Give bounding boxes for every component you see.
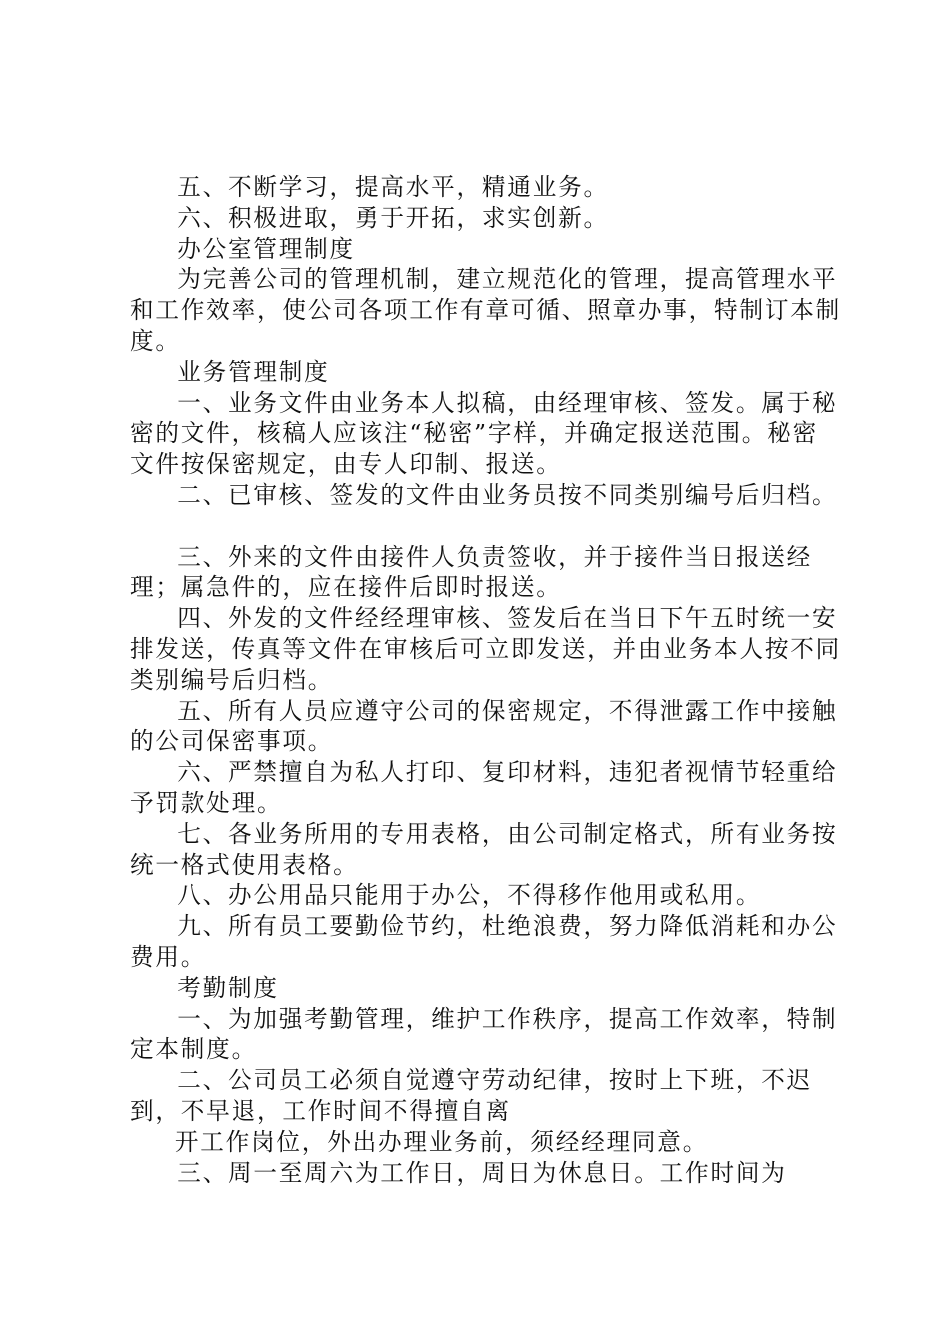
paragraph-item-5: 五、不断学习，提高水平，精通业务。 <box>177 173 609 201</box>
heading-attendance: 考勤制度 <box>177 973 279 1002</box>
document-body <box>130 172 842 1188</box>
paragraph-business-7: 七、各业务所用的专用表格，由公司制定格式，所有业务按统一格式使用表格。 <box>130 819 838 879</box>
paragraph-business-3: 三、外来的文件由接件人负责签收，并于接件当日报送经理；属急件的，应在接件后即时报送。 <box>130 542 813 602</box>
heading-business-management: 业务管理制度 <box>177 357 330 386</box>
paragraph-business-2: 二、已审核、签发的文件由业务员按不同类别编号后归档。 <box>177 480 838 509</box>
paragraph-business-5: 五、所有人员应遵守公司的保密规定，不得泄露工作中接触的公司保密事项。 <box>130 696 838 756</box>
paragraph-business-8: 八、办公用品只能用于办公，不得移作他用或私用。 <box>177 881 762 910</box>
paragraph-business-6: 六、严禁擅自为私人打印、复印材料，违犯者视情节轻重给予罚款处理。 <box>130 758 838 817</box>
paragraph-attendance-2: 二、公司员工必须自觉遵守劳动纪律，按时上下班，不迟到，不早退，工作时间不得擅自离 <box>130 1066 813 1125</box>
paragraph-item-6: 六、积极进取，勇于开拓，求实创新。 <box>177 203 609 232</box>
heading-office-management: 办公室管理制度 <box>177 234 355 263</box>
paragraph-business-4: 四、外发的文件经经理审核、签发后在当日下午五时统一安排发送，传真等文件在审核后可立即发送，并由业务本人按不同类别编号后归档。 <box>130 604 842 694</box>
paragraph-intro: 为完善公司的管理机制，建立规范化的管理，提高管理水平和工作效率，使公司各项工作有章可循、照章办事，特制订本制度。 <box>130 265 842 355</box>
paragraph-attendance-1: 一、为加强考勤管理，维护工作秩序，提高工作效率，特制定本制度。 <box>130 1004 838 1064</box>
blank-line <box>130 511 842 542</box>
paragraph-attendance-2-cont: 开工作岗位，外出办理业务前，须经经理同意。 <box>174 1127 709 1156</box>
paragraph-business-1: 一、业务文件由业务本人拟稿，由经理审核、签发。属于秘密的文件，核稿人应该注“秘密”字样，并确定报送范围。秘密文件按保密规定，由专人印制、报送。 <box>130 388 838 479</box>
paragraph-attendance-3: 三、周一至周六为工作日，周日为休息日。工作时间为 <box>177 1158 787 1187</box>
paragraph-business-9: 九、所有员工要勤俭节约，杜绝浪费，努力降低消耗和办公费用。 <box>130 912 838 971</box>
